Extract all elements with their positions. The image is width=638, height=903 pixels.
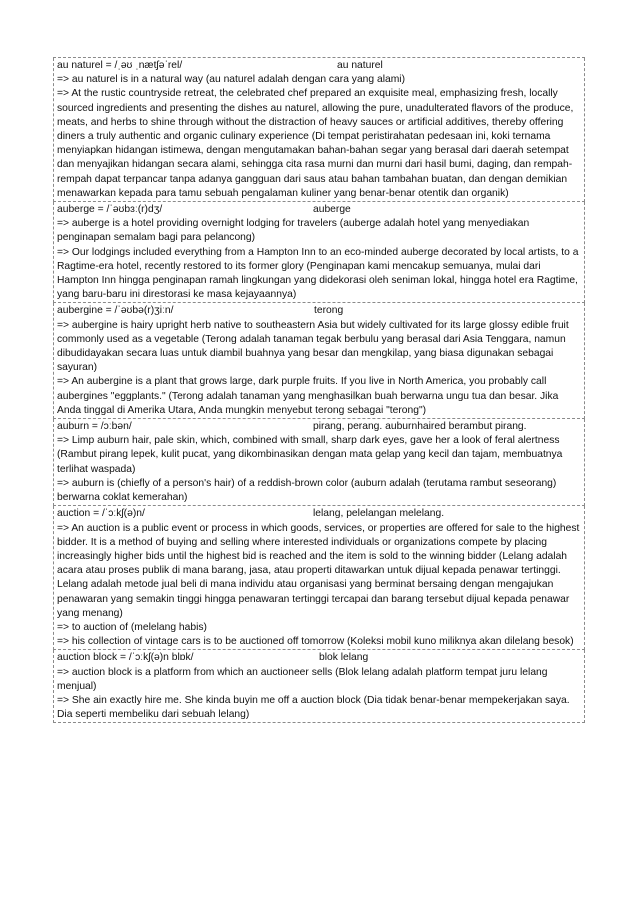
entry-example: => An aubergine is a plant that grows large, dark purple fruits. If you live in North America, you probably call aubergines "eggplants." (Terong adalah tanaman yang menghasilkan buah berwarna ungu tua dan besar. Jika Anda tinggal di Amerika Utara, Anda mungkin menyebut terong sebagai "terong") <box>57 376 559 416</box>
entry-example: => his collection of vintage cars is to be auctioned off tomorrow (Koleksi mobil kuno miliknya akan dilelang besok) <box>57 636 574 648</box>
entry-headline <box>57 507 581 521</box>
dictionary-entry <box>53 303 585 419</box>
entry-translation: au naturel <box>337 60 383 71</box>
entry-example: => Limp auburn hair, pale skin, which, combined with small, sharp dark eyes, gave her a look of feral alertness (Rambut pirang lepek, kulit pucat, yang dikombinasikan dengan mata gelap yang kecil dan tajam, membuatnya terlihat waspada) <box>57 435 563 475</box>
entry-translation: blok lelang <box>319 652 369 664</box>
entry-definition: => aubergine is hairy upright herb native to southeastern Asia but widely cultivated for its large glossy edible fruit commonly used as a vegetable (Terong adalah tanaman tegak berbulu yang berasal dari Asia Tenggara, namun dibudidayakan secara luas untuk diambil buahnya yang besar dan mengkilap, yang biasa digunakan sebagai sayuran) <box>57 319 569 374</box>
entry-definition: => auberge is a hotel providing overnight lodging for travelers (auberge adalah hotel yang menyediakan penginapan semalam bagi para pelancong) <box>57 218 530 244</box>
entry-translation: lelang, pelelangan melelang. <box>313 508 445 520</box>
entry-example: => Our lodgings included everything from a Hampton Inn to an eco-minded auberge decorated by local artists, to a Ragtime-era hotel, recently restored to its former glory (Penginapan kami mencakup semuanya, mulai dari Hampton Inn hingga penginapan ramah lingkungan yang didekorasi oleh seniman lokal, hingga hotel era Ragtime, yang baru-baru ini direstorasi ke masa kejayaannya) <box>57 246 579 301</box>
entry-headword: auburn = /ɔːbən/ <box>57 421 132 433</box>
dictionary-entry <box>53 650 585 723</box>
dictionary-entry <box>53 202 585 303</box>
entry-translation: pirang, perang. auburnhaired berambut pirang. <box>313 421 527 433</box>
dictionary-entry <box>53 419 585 506</box>
entry-example: => At the rustic countryside retreat, the celebrated chef prepared an exquisite meal, emphasizing fresh, locally sourced ingredients and presenting the dishes au naturel, allowing the pure, unadulterated flavors of the produce, meats, and herbs to shine through without the distraction of heavy sauces or artificial additives, thereby offering diners a truly authentic and organic culinary experience (Di tempat peristirahatan pedesaan ini, koki ternama menyiapkan hidangan istimewa, dengan mengutamakan bahan-bahan segar yang berasal dari daerah setempat dan menyajikan hidangan secara alami, sehingga cita rasa murni dan murni dari hasil bumi, daging, dan rempah-rempah dapat terpancar tanpa adanya gangguan dari saus atau bahan tambahan buatan, dan dengan demikian menawarkan kepada para tamu sebuah pengalaman kuliner yang benar-benar otentik dan organik) <box>57 88 574 199</box>
entry-example: => She ain exactly hire me. She kinda buyin me off a auction block (Dia tidak benar-benar mempekerjakan saya. Dia seperti membeliku dari sebuah lelang) <box>57 694 570 721</box>
entry-headline <box>57 304 581 318</box>
entry-headline <box>57 203 581 217</box>
entry-headword: auberge = /ˈəʊbɜː(r)dʒ/ <box>57 204 163 216</box>
document <box>53 57 585 723</box>
entry-headword: auction = /ˈɔːkʃ(ə)n/ <box>57 508 145 520</box>
entry-headline <box>57 59 581 73</box>
entry-headword: au naturel = /ˌəʊ ˌnætʃəˈrel/ <box>57 60 183 71</box>
entry-definition: => An auction is a public event or process in which goods, services, or properties are offered for sale to the highest bidder. It is a method of buying and selling where interested individuals or organizations compete by placing increasingly higher bids until the highest bid is reached and the item is sold to the winning bidder (Lelang adalah acara atau proses publik di mana barang, jasa, atau properti ditawarkan untuk dijual kepada penawar tertinggi. Lelang adalah metode jual beli di mana individu atau organisasi yang berminat bersaing dengan mengajukan penawaran yang semakin tinggi hingga penawaran tertinggi tercapai dan barang tersebut dijual kepada penawar yang menang) <box>57 522 580 619</box>
entry-definition: => auction block is a platform from which an auctioneer sells (Blok lelang adalah platform tempat juru lelang menjual) <box>57 666 548 692</box>
dictionary-entry <box>53 506 585 650</box>
entry-definition: => auburn is (chiefly of a person's hair) of a reddish-brown color (auburn adalah (terutama rambut seseorang) berwarna coklat kemerahan) <box>57 477 557 504</box>
dictionary-entry <box>53 58 585 202</box>
entry-headword: auction block = /ˈɔːkʃ(ə)n blɒk/ <box>57 652 194 664</box>
entry-headline <box>57 651 581 665</box>
entry-phrase: => to auction of (melelang habis) <box>57 621 207 633</box>
entry-translation: terong <box>314 305 344 317</box>
entry-definition: => au naturel is in a natural way (au naturel adalah dengan cara yang alami) <box>57 74 406 86</box>
entry-headword: aubergine = /ˈəʊbə(r)ʒiːn/ <box>57 305 174 317</box>
entry-headline <box>57 420 581 434</box>
entry-translation: auberge <box>313 204 351 216</box>
